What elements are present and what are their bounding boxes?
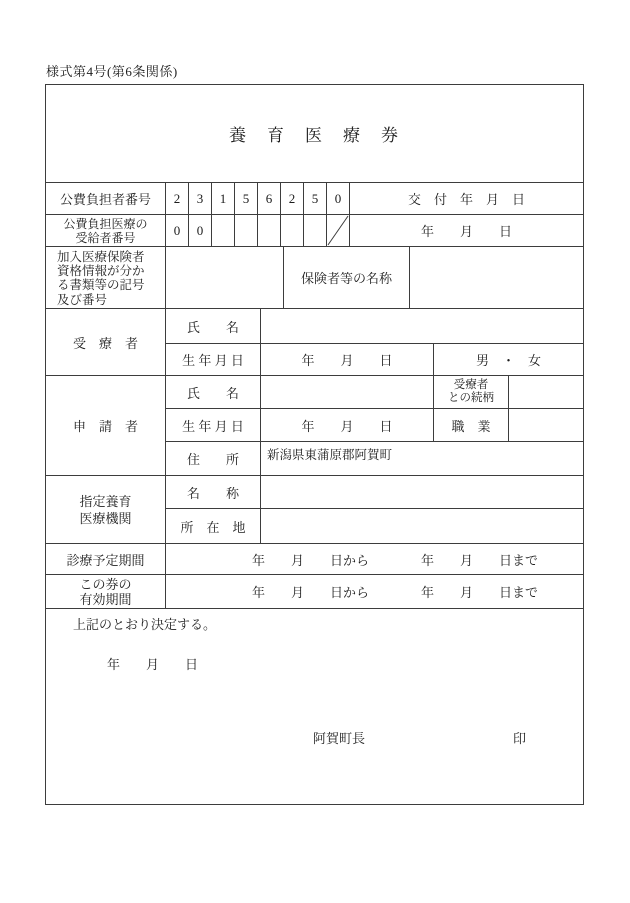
institution-location-value	[261, 509, 583, 543]
recipient-digit-2: 0	[189, 215, 212, 246]
insurance-document-value	[166, 247, 284, 308]
institution-name-label: 名 称	[166, 476, 261, 508]
payer-number-row	[46, 183, 583, 215]
care-recipient-fields	[166, 309, 583, 375]
treatment-period-value: 年 月 日から 年 月 日まで	[252, 552, 539, 568]
care-recipient-group	[46, 309, 583, 376]
payer-digit-6: 2	[281, 183, 304, 214]
payer-digit-7: 5	[304, 183, 327, 214]
title-section	[46, 85, 583, 183]
applicant-address-label: 住 所	[166, 442, 261, 475]
payer-digit-4: 5	[235, 183, 258, 214]
form-number-note: 様式第4号(第6条関係)	[46, 64, 178, 79]
applicant-name-row	[166, 376, 583, 409]
payer-digit-1: 2	[166, 183, 189, 214]
care-recipient-birth-row	[166, 344, 583, 375]
institution-group	[46, 476, 583, 544]
applicant-relation-value	[509, 376, 583, 408]
payer-digit-3: 1	[212, 183, 235, 214]
institution-label-line2: 医療機関	[79, 510, 132, 526]
insurance-document-label	[46, 247, 166, 308]
insurance-label-line4: 及び番号	[57, 292, 108, 307]
care-recipient-birth-value: 年 月 日	[261, 344, 434, 375]
applicant-birth-value: 年 月 日	[261, 409, 434, 441]
applicant-name-value	[261, 376, 434, 408]
recipient-digit-7	[304, 215, 327, 246]
applicant-birth-row	[166, 409, 583, 442]
diagonal-slash-icon	[327, 215, 349, 246]
validity-label-line2: 有効期間	[79, 591, 132, 607]
institution-location-label: 所 在 地	[166, 509, 261, 543]
insurance-row	[46, 247, 583, 309]
applicant-address-row	[166, 442, 583, 475]
applicant-group	[46, 376, 583, 476]
decision-section	[46, 609, 583, 804]
validity-label-line1: この券の	[79, 576, 132, 592]
decision-note: 上記のとおり決定する。	[73, 617, 217, 632]
recipient-number-label	[46, 215, 166, 246]
recipient-digit-8-slash	[327, 215, 350, 246]
recipient-digit-4	[235, 215, 258, 246]
payer-digit-5: 6	[258, 183, 281, 214]
recipient-digit-1: 0	[166, 215, 189, 246]
insurance-label-line2: 資格情報が分か	[57, 264, 145, 279]
recipient-digit-6	[281, 215, 304, 246]
mayor-name: 阿賀町長	[313, 731, 366, 746]
voucher-form	[45, 84, 584, 805]
payer-digit-2: 3	[189, 183, 212, 214]
care-recipient-name-value	[261, 309, 583, 343]
recipient-number-row	[46, 215, 583, 247]
payer-digit-8: 0	[327, 183, 350, 214]
treatment-period-label: 診療予定期間	[46, 544, 166, 574]
applicant-label: 申 請 者	[46, 376, 166, 475]
validity-period-row	[46, 575, 583, 609]
seal-mark: 印	[513, 731, 527, 746]
care-recipient-gender: 男 ・ 女	[475, 353, 541, 368]
applicant-relation-label	[434, 376, 509, 408]
insurance-label-line3: る書類等の記号	[57, 278, 145, 293]
payer-number-label: 公費負担者番号	[46, 183, 166, 214]
issue-date-label: 交 付 年 月 日	[407, 192, 525, 207]
applicant-occupation-value	[509, 409, 583, 441]
applicant-birth-label: 生 年 月 日	[166, 409, 261, 441]
care-recipient-name-label: 氏 名	[166, 309, 261, 343]
insurer-name-value	[410, 247, 583, 308]
recipient-digit-3	[212, 215, 235, 246]
validity-period-label	[46, 575, 166, 608]
care-recipient-name-row	[166, 309, 583, 344]
treatment-period-row	[46, 544, 583, 575]
insurance-label-line1: 加入医療保険者	[57, 250, 145, 264]
institution-location-row	[166, 509, 583, 543]
recipient-label-line1: 公費負担医療の	[63, 216, 148, 231]
applicant-occupation-label: 職 業	[434, 409, 509, 441]
institution-fields	[166, 476, 583, 543]
applicant-address-value: 新潟県東蒲原郡阿賀町	[267, 448, 393, 462]
recipient-digit-5	[258, 215, 281, 246]
institution-name-row	[166, 476, 583, 509]
recipient-label-line2: 受給者番号	[75, 230, 136, 245]
institution-name-value	[261, 476, 583, 508]
relation-label-line2: との続柄	[448, 392, 494, 404]
form-title: 養 育 医 療 券	[229, 126, 400, 145]
institution-label	[46, 476, 166, 543]
validity-period-value: 年 月 日から 年 月 日まで	[252, 585, 539, 600]
relation-label-line1: 受療者	[453, 379, 489, 391]
decision-date: 年 月 日	[107, 657, 199, 672]
recipient-date-label: 年 月 日	[420, 224, 512, 239]
applicant-fields	[166, 376, 583, 475]
care-recipient-label: 受 療 者	[46, 309, 166, 375]
care-recipient-birth-label: 生 年 月 日	[166, 344, 261, 375]
applicant-name-label: 氏 名	[166, 376, 261, 408]
institution-label-line1: 指定養育	[79, 493, 132, 509]
insurer-name-label: 保険者等の名称	[284, 247, 410, 308]
